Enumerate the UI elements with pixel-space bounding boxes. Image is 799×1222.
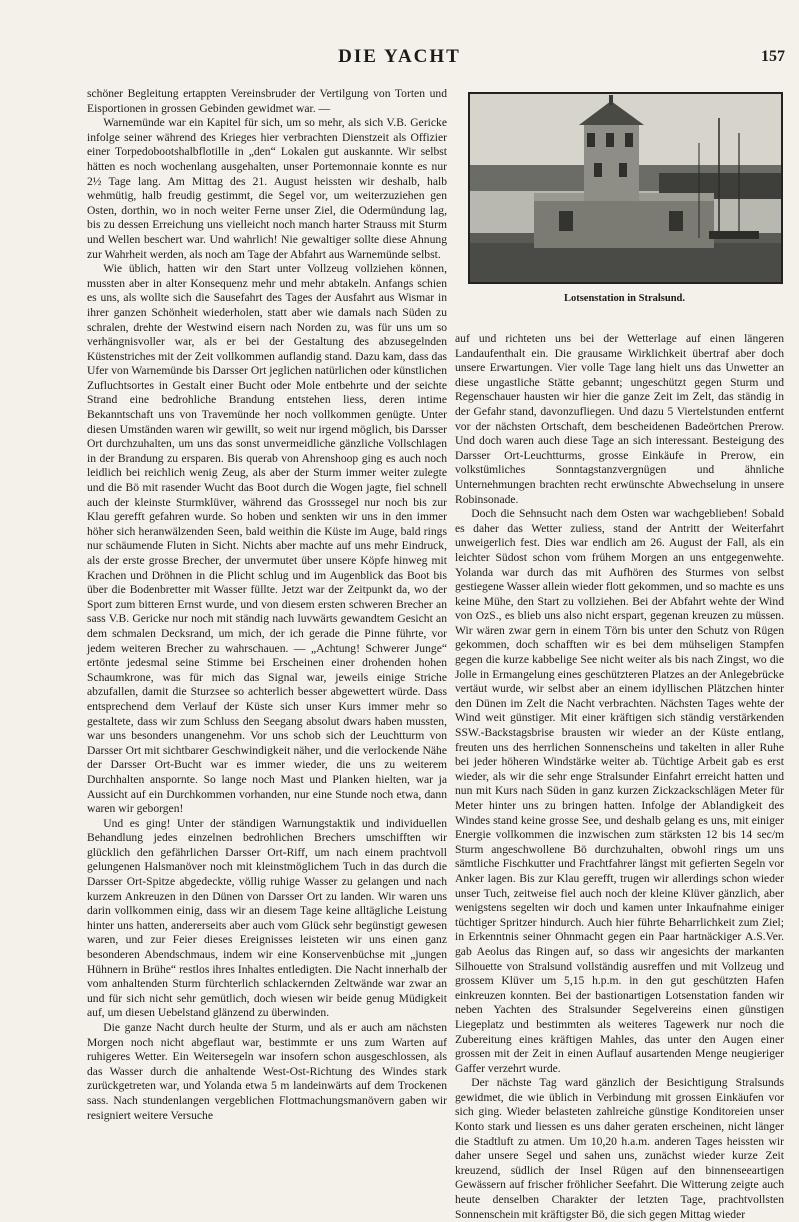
lighthouse-station-illustration: [469, 93, 782, 283]
paragraph: Warnemünde war ein Kapitel für sich, um so mehr, als sich V.B. Gericke infolge seiner während des Krieges hier verbrachten Dienstzeit als Offizier einer Torpedobootshalbflotille in „den“ Lokalen gut auskannte. Wir selbst hätten es noch wochenlang ausgehalten, unser Portemonnaie konnte es nur 2½ Tage lang. Am Mittag des 21. August heissten wir deshalb, halb wehmütig, halb freudig gestimmt, die Segel vor, um weiterzuziehen gen Osten, dorthin, wo in noch weiter Ferne unser Ziel, die Odermündung lag, bis zu dessen Erreichung uns vielleicht noch manch harter Strauss mit Sturm und Wellen beschert war. Und wahrlich! Nie gewaltiger sollte diese Ahnung zur Wahrheit werden, als noch am Tage der Abfahrt aus Warnemünde selbst.: [87, 116, 447, 261]
running-header-title: DIE YACHT: [338, 46, 461, 67]
paragraph: Wie üblich, hatten wir den Start unter Vollzeug vollziehen können, mussten aber in alter Konsequenz mehr und mehr abtakeln. Anfangs schien es uns, als wollte sich die Sausefahrt des Tages der Ausfahrt aus Wismar in ihrer ganzen Schönheit wiederholen, statt aber wie damals nach Süden zu schralen, drehte der Westwind eisern nach Norden zu, was für uns um so verhängnisvoller war, als er bei der Gestaltung des abzusegelnden Küstenstriches mit der Zeit vollkommen auflandig stand. Dazu kam, dass das Ufer von Warnemünde bis Darsser Ort jeglichen natürlichen oder künstlichen Zufluchtsortes in Gestalt einer Bucht oder Mole entbehrte und der seichte Strand eine bedrohliche Brandung entstehen liess, deren intime Bekanntschaft uns von Travemünde her noch vollkommen genügte. Unter diesen Umständen waren wir gewillt, so weit nur irgend möglich, bis Darsser Ort durchzuhalten, um uns das sonst unvermeidliche gänzliche Vollschlagen in der Brandung zu ersparen. Bis querab von Ahrenshoop ging es auch noch leidlich bei reichlich wenig Zeug, als aber der Sturm immer weiter zulegte und die Bö mit rasender Wucht das Boot durch die Wogen jagte, fiel schnell auch der kleinste Sturmklüver, während das Grosssegel nur noch bis zur Klau gerefft gefahren wurde. So hoben und senkten wir uns in den immer höher sich heranwälzenden Seen, bald weithin die Küste im Auge, bald rings nur schäumende Fluten in Sicht. Nichts aber machte auf uns mehr Eindruck, als der erste grosse Brecher, der unvermutet über unsere Köpfe hinweg mit Krachen und Dröhnen in die Plicht schlug und im Augenblick das Boot bis über die Bodenbretter mit Wasser füllte. Jetzt war der Zeitpunkt da, wo der Sport zum bitteren Ernst wurde, und von diesem ersten schweren Brecher an sass V.B. Gericke nur noch mit ständig nach luvwärts gewandtem Gesicht an dem schmalen Decksrand, um mich, der ich gerade die Pinne führte, vor jedem weiteren Brecher zu wahrschauen. — „Achtung! Schwerer Junge“ ertönte jedesmal seine Stimme bei Erscheinen einer drohenden hohen Schaumkrone, was für mich das Signal war, jeweils einige Striche abzufallen, damit die Sturzsee so achterlich besser abgewettert würde. Dass entsprechend dem Verlauf der Küste sich unser Kurs immer mehr so gestaltete, dass wir zum Schluss den Seegang absolut dwars haben mussten, war uns besonders unangenehm. Vor uns schob sich der Leuchtturm von Darsser Ort mit sichtbarer Geschwindigkeit näher, und die verlockende Nähe der Darsser Ort-Bucht war es immer wieder, die uns zu weiterem Durchhalten anspornte. So lange noch Mast und Planken hielten, war ja Aussicht auf ein Durchkommen vorhanden, nur eine Stunde noch etwa, dann waren wir geborgen!: [87, 262, 447, 816]
figure-caption: Lotsenstation in Stralsund.: [563, 293, 686, 304]
paragraph: Der nächste Tag ward gänzlich der Besichtigung Stralsunds gewidmet, die wie üblich in Verbindung mit grossen Einkäufen vor sich ging. Wieder belasteten zahlreiche günstige Konditoreien unser Konto stark und liessen es uns daher geraten erscheinen, nicht länger die Stadtluft zu atmen. Um 10,20 h.a.m. anderen Tages heissten wir daher unsere Segel und sahen uns, zunächst wieder kurze Zeit kreuzend, südlich der Insel Rügen auf den binnenseeartigen Gewässern auf frischer fröhlicher Seefahrt. Die Witterung zeigte auch heute denselben Charakter der letzten Tage, prachtvollsten Sonnenschein mit kräftigster Bö, die sich gegen Mittag wieder: [455, 1076, 784, 1221]
paragraph: schöner Begleitung ertappten Vereinsbruder der Vertilgung von Torten und Eisportionen in grossen Gebinden gewidmet war. —: [87, 87, 447, 115]
paragraph: Die ganze Nacht durch heulte der Sturm, und als er auch am nächsten Morgen noch nicht abgeflaut war, bestimmte er uns zum Warten auf ruhigeres Wetter. Ein Weitersegeln war insofern schon ausgeschlossen, als das Wasser durch die anhaltende West-Ost-Richtung des Windes stark zurückgetreten war, und Yolanda etwa 5 m landeinwärts auf dem Trockenen sass. Nach stundenlangen vergeblichen Flottmachungsmanövern gaben wir resigniert weitere Versuche: [87, 1021, 447, 1122]
right-column: [455, 332, 784, 1221]
left-column: [87, 87, 447, 1122]
page-number: 157: [761, 48, 785, 65]
paragraph: Doch die Sehnsucht nach dem Osten war wachgeblieben! Sobald es daher das Wetter zuliess, stand der Antritt der Weiterfahrt unweigerlich fest. Dies war endlich am 26. August der Fall, als ein leichter Südost schon vom frühem Morgen an uns entgegenwehte. Yolanda war durch das mit Aufhören des Sturmes von selbst gestiegene Wasser allein wieder flott gekommen, und so machte es uns keine Mühe, den Start zu vollziehen. Bei der Abfahrt wehte der Wind von OzS., es blieb uns also nicht erspart, gegenan kreuzen zu müssen. Wir wären zwar gern in einem Törn bis unter den Schutz von Rügen gekommen, doch schafften wir es bei dem mühseligen Stampfen gegen die kurze kabbelige See nicht weiter als bis nach Zingst, wo die Jolle in Ermangelung eines geschützteren Platzes an der Anlegebrücke vertäut wurde, wir selbst aber an einem idyllischen Plätzchen hinter den Dünen im Zelt die Nacht verbrachten. Nächsten Tages wehte der Wind weit günstiger. Mit einer kräftigen sich ständig verstärkenden SSW.-Backstagsbrise brausten wir wieder an der Küste entlang, freuten uns des herrlichen Sonnenscheins und takelten in aller Ruhe bei jeder höheren Windstärke weiter ab. Tüchtige Arbeit gab es erst wieder, als wir die sehr enge Stralsunder Einfahrt erreicht hatten und nun mit Kurs nach Süden in ganz kurzen Zickzackschlägen Meter für Meter hinter uns zu bringen hatten. Infolge der Ablandigkeit des Windes stand keine grosse See, und deshalb gelang es uns, mit einiger Energie vollkommen die inzwischen zum stärksten 12 bis 14 sec/m Sturm angeschwollene Bö durchzuhalten, obwohl rings um uns sämtliche Fischkutter und Frachtfahrer längst mit gefierten Segeln vor Anker lagen. Bis zur Klau gerefft, trugen wir allerdings schon wieder unser Tuch, zeitweise fiel auch noch der kleine Klüver gänzlich, aber wenigstens segelten wir doch und kamen unter Inkaufnahme einiger tüchtiger Spritzer hindurch. Auch hier führte Beharrlichkeit zum Ziel; in Erkenntnis seiner Ohnmacht gegen ein Paar hartnäckiger A.S.Ver. gab Aeolus das Ringen auf, so dass wir angesichts der markanten Silhouette von Stralsund vollständig ausreffen und mit Vollzeug und grossem Klüver um 5,15 h.p.m. in den gut geschützten Hafen einkreuzen konnten. Bei der bastionartigen Lotsenstation fanden wir neben Yachten des Stralsunder Segelvereins einen günstigen Liegeplatz und bestimmten als weiteres Tagewerk nur noch die Zubereitung eines kräftigen Mahles, das unter den Augen einer grossen mit der Zeit in einen Auflauf ausartenden Menge neugieriger Gaffer verzehrt wurde.: [455, 507, 784, 1075]
harbor-photo: [468, 92, 783, 284]
paragraph: auf und richteten uns bei der Wetterlage auf einen längeren Landaufenthalt ein. Die grausame Wirklichkeit übertraf aber doch unsere Erwartungen. Vier volle Tage lang hielt uns das Unwetter an diese ungastliche Stätte gebannt; ungeschützt gegen Sturm und Regenschauer hausten wir hier die ganze Zeit im Zelt, das ständig in der Gefahr stand, davonzufliegen. Und dazu 5 Viertelstunden entfernt vor der nächsten Ortschaft, dem bescheidenen Badeörtchen Prerow. Und doch waren auch diese Tage an sich interessant. Besteigung des Darsser Ort-Leuchtturms, grosse Einkäufe in Prerow, ein volkstümliches Sonntagstanzvergnügen und ähnliche Unternehmungen brachten recht erwünschte Abwechselung in unsere Robinsonade.: [455, 332, 784, 506]
paragraph: Und es ging! Unter der ständigen Warnungstaktik und individuellen Behandlung jedes einzelnen bedrohlichen Brechers umschifften wir glücklich den gefährlichen Darsser Ort-Riff, um nach einem prachtvoll gelungenen Halsmanöver noch mit kleinstmöglichem Tuch in das durch die Darsser Ort-Spitze abgedeckte, völlig ruhige Wasser zu gelangen und nach kurzem Ankreuzen in den Dünen von Darsser Ort zu landen. Wir waren uns darin vollkommen einig, dass wir an diesem Tage keine alltägliche Leistung hinter uns hatten, andererseits aber auch vom Glück sehr begünstigt gewesen waren, und zur Feier dieses Ereignisses leisteten wir uns einen ganz besonderen Abendschmaus, indem wir eine Konservenbüchse mit „jungen Hühnern in Brühe“ restlos ihres Inhaltes entledigten. Die Nacht innerhalb der vom anhaltenden Sturm fürchterlich schlackernden Zeltwände war zwar an und für sich nicht sehr gemütlich, doch wiesen wir beide genug Müdigkeit auf, um diesen Uebelstand glänzend zu überwinden.: [87, 816, 447, 1020]
